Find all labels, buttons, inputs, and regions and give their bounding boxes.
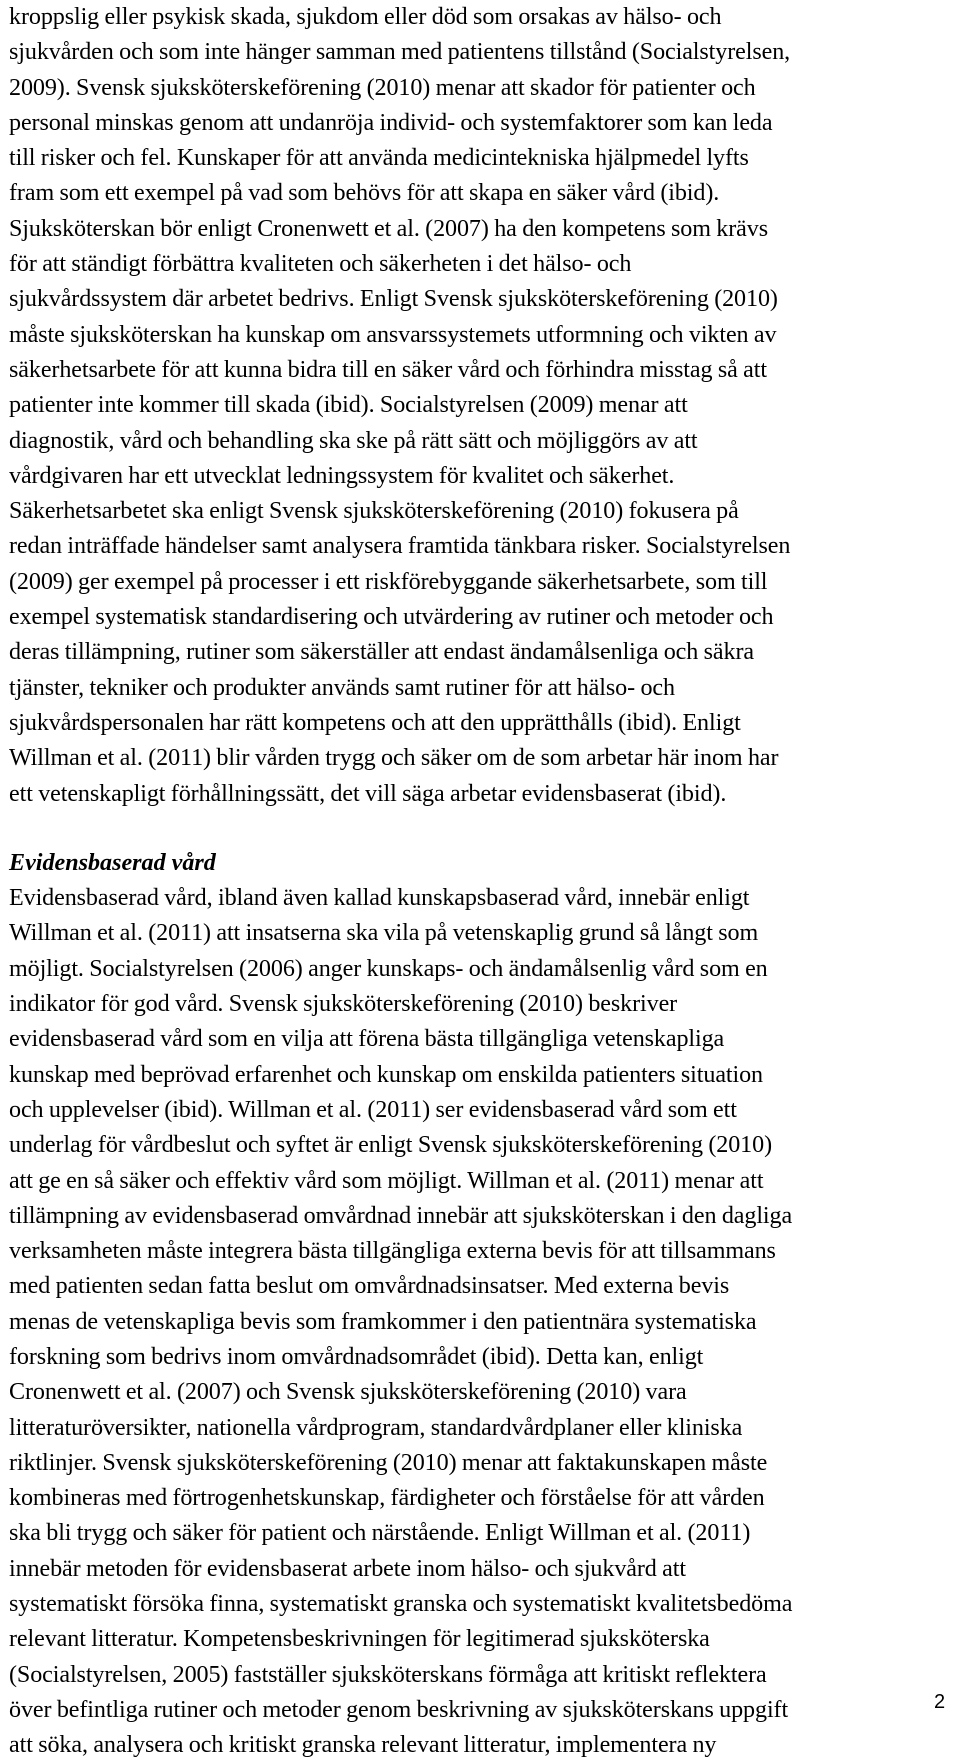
- text-line: säkerhetsarbete för att kunna bidra till en säker vård och förhindra misstag så att: [9, 356, 767, 383]
- section-heading: Evidensbaserad vård: [9, 849, 216, 876]
- text-line: för att ständigt förbättra kvaliteten och säkerheten i det hälso- och: [9, 251, 632, 278]
- text-line: menas de vetenskapliga bevis som framkommer i den patientnära systematiska: [9, 1308, 757, 1335]
- text-line: riktlinjer. Svensk sjuksköterskeförening (2010) menar att faktakunskapen måste: [9, 1449, 768, 1476]
- text-line: innebär metoden för evidensbaserat arbete inom hälso- och sjukvård att: [9, 1555, 686, 1582]
- text-line: sjukvården och som inte hänger samman med patientens tillstånd (Socialstyrelsen,: [9, 39, 791, 66]
- text-line: indikator för god vård. Svensk sjuksköterskeförening (2010) beskriver: [9, 991, 678, 1018]
- text-line: möjligt. Socialstyrelsen (2006) anger kunskaps- och ändamålsenlig vård som en: [9, 955, 768, 982]
- text-line: fram som ett exempel på vad som behövs för att skapa en säker vård (ibid).: [9, 180, 720, 207]
- document-page: [9, 0, 951, 1764]
- text-line: ett vetenskapligt förhållningssätt, det vill säga arbetar evidensbaserat (ibid).: [9, 780, 727, 807]
- text-line: systematiskt försöka finna, systematiskt granska och systematiskt kvalitetsbedöma: [9, 1591, 793, 1618]
- text-line: underlag för vårdbeslut och syftet är enligt Svensk sjuksköterskeförening (2010): [9, 1132, 772, 1159]
- page-number: 2: [934, 1691, 946, 1713]
- text-line: diagnostik, vård och behandling ska ske på rätt sätt och möjliggörs av att: [9, 427, 698, 454]
- text-line: exempel systematisk standardisering och utvärdering av rutiner och metoder och: [9, 604, 774, 631]
- text-line: kroppslig eller psykisk skada, sjukdom eller död som orsakas av hälso- och: [9, 4, 722, 30]
- text-line: att ge en så säker och effektiv vård som möjligt. Willman et al. (2011) menar att: [9, 1167, 764, 1194]
- text-line: forskning som bedrivs inom omvårdnadsområdet (ibid). Detta kan, enligt: [9, 1343, 704, 1370]
- text-line: evidensbaserad vård som en vilja att förena bästa tillgängliga vetenskapliga: [9, 1026, 725, 1053]
- text-line: att söka, analysera och kritiskt granska relevant litteratur, implementera ny: [9, 1732, 717, 1759]
- text-line: Evidensbaserad vård, ibland även kallad kunskapsbaserad vård, innebär enligt: [9, 885, 750, 912]
- body-paragraph-evidence-based-care: [9, 881, 951, 1763]
- text-line: kunskap med beprövad erfarenhet och kunskap om enskilda patienters situation: [9, 1061, 763, 1088]
- text-line: 2009). Svensk sjuksköterskeförening (2010) menar att skador för patienter och: [9, 74, 756, 101]
- text-line: sjukvårdspersonalen har rätt kompetens och att den upprätthålls (ibid). Enligt: [9, 709, 741, 736]
- text-line: Cronenwett et al. (2007) och Svensk sjuksköterskeförening (2010) vara: [9, 1379, 687, 1406]
- text-line: Säkerhetsarbetet ska enligt Svensk sjuksköterskeförening (2010) fokusera på: [9, 498, 739, 525]
- text-line: Willman et al. (2011) blir vården trygg och säker om de som arbetar här inom har: [9, 745, 779, 772]
- text-line: patienter inte kommer till skada (ibid). Socialstyrelsen (2009) menar att: [9, 392, 688, 419]
- text-line: kombineras med förtrogenhetskunskap, färdigheter och förståelse för att vården: [9, 1485, 765, 1512]
- text-line: ska bli trygg och säker för patient och närstående. Enligt Willman et al. (2011): [9, 1520, 751, 1547]
- body-paragraph-patient-safety: [9, 0, 951, 812]
- text-line: (Socialstyrelsen, 2005) fastställer sjuksköterskans förmåga att kritiskt reflektera: [9, 1661, 767, 1688]
- text-line: över befintliga rutiner och metoder genom beskrivning av sjuksköterskans uppgift: [9, 1696, 789, 1723]
- text-line: vårdgivaren har ett utvecklat ledningssystem för kvalitet och säkerhet.: [9, 462, 675, 489]
- text-line: med patienten sedan fatta beslut om omvårdnadsinsatser. Med externa bevis: [9, 1273, 730, 1300]
- text-line: relevant litteratur. Kompetensbeskrivningen för legitimerad sjuksköterska: [9, 1626, 710, 1653]
- text-line: deras tillämpning, rutiner som säkerställer att endast ändamålsenliga och säkra: [9, 639, 754, 666]
- text-line: tillämpning av evidensbaserad omvårdnad innebär att sjuksköterskan i den dagliga: [9, 1202, 793, 1229]
- text-line: och upplevelser (ibid). Willman et al. (2011) ser evidensbaserad vård som ett: [9, 1096, 737, 1123]
- text-line: litteraturöversikter, nationella vårdprogram, standardvårdplaner eller kliniska: [9, 1414, 743, 1441]
- text-line: Willman et al. (2011) att insatserna ska vila på vetenskaplig grund så långt som: [9, 920, 759, 947]
- text-line: verksamheten måste integrera bästa tillgängliga externa bevis för att tillsammans: [9, 1238, 776, 1265]
- text-line: personal minskas genom att undanröja individ- och systemfaktorer som kan leda: [9, 109, 773, 136]
- text-line: redan inträffade händelser samt analysera framtida tänkbara risker. Socialstyrelsen: [9, 533, 791, 560]
- text-line: Sjuksköterskan bör enligt Cronenwett et al. (2007) ha den kompetens som krävs: [9, 215, 768, 242]
- text-line: sjukvårdssystem där arbetet bedrivs. Enligt Svensk sjuksköterskeförening (2010): [9, 286, 778, 313]
- text-line: måste sjuksköterskan ha kunskap om ansvarssystemets utformning och vikten av: [9, 321, 777, 348]
- text-line: (2009) ger exempel på processer i ett riskförebyggande säkerhetsarbete, som till: [9, 568, 768, 595]
- text-line: till risker och fel. Kunskaper för att använda medicintekniska hjälpmedel lyfts: [9, 145, 749, 172]
- text-line: tjänster, tekniker och produkter används samt rutiner för att hälso- och: [9, 674, 675, 701]
